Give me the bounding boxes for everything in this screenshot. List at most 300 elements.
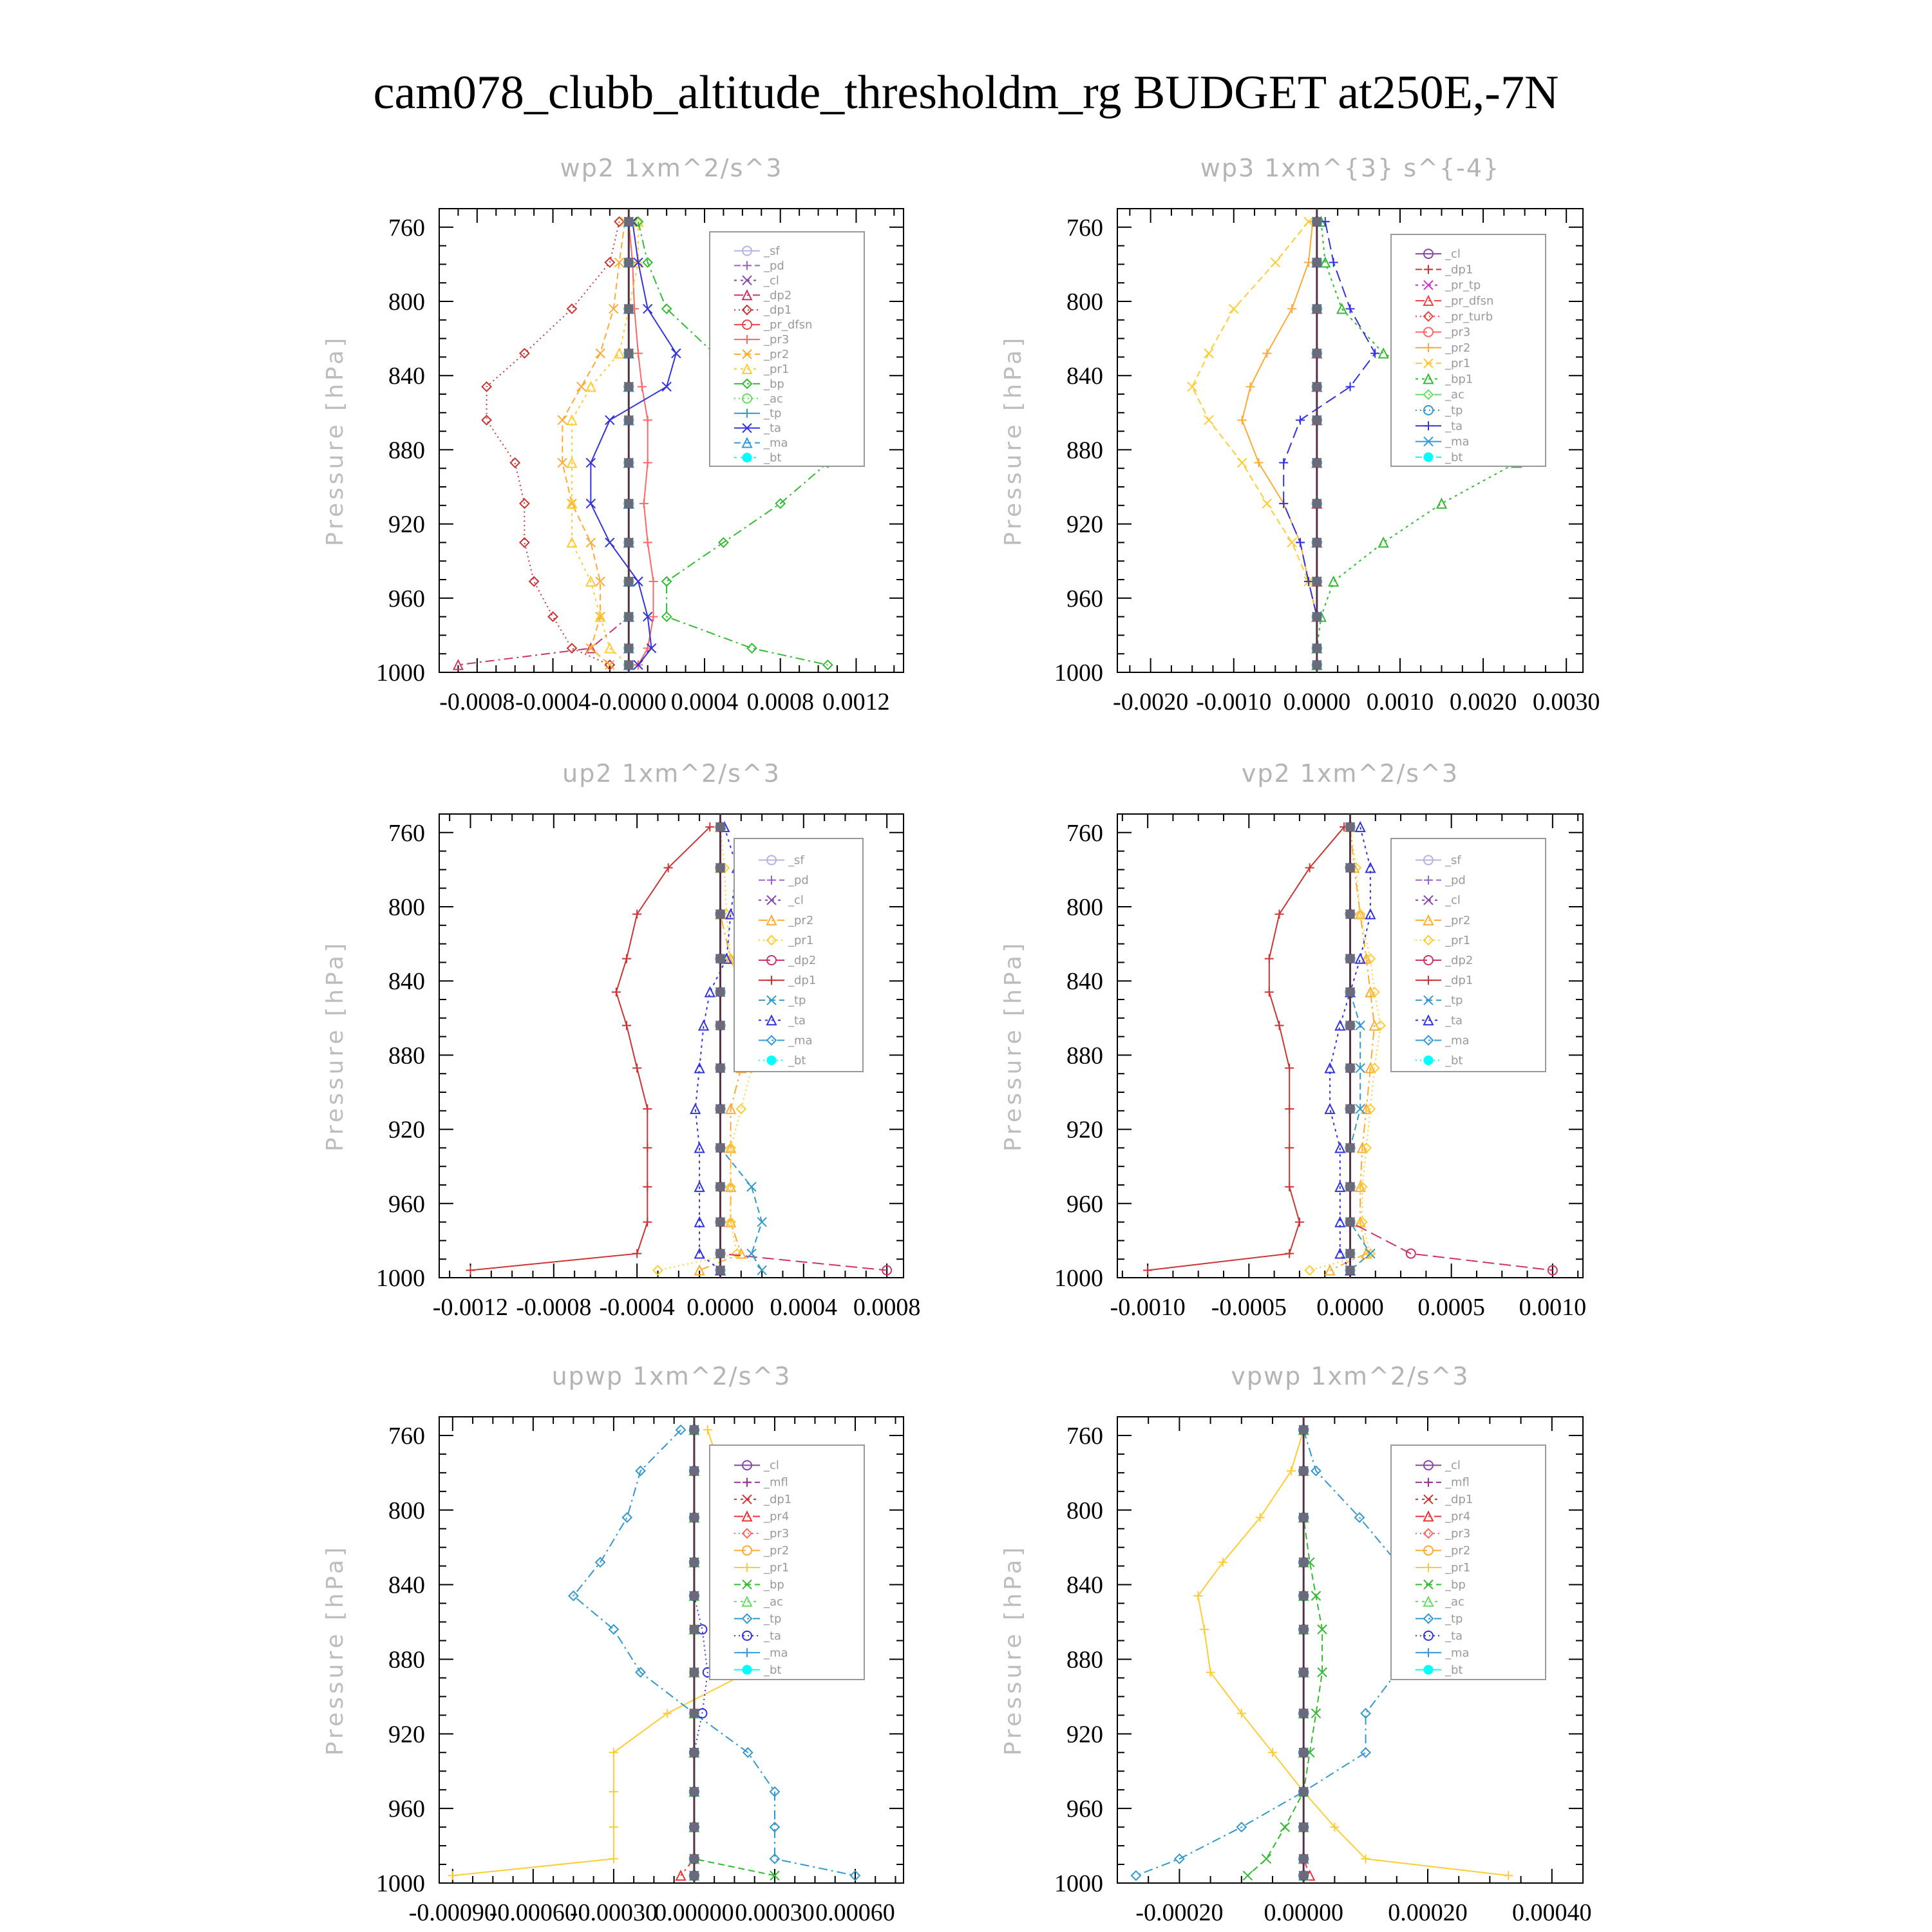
data-point — [662, 382, 671, 391]
y-tick-label: 1000 — [376, 1265, 425, 1292]
data-point — [482, 415, 491, 424]
y-tick-label: 960 — [1066, 1795, 1103, 1823]
data-point — [558, 415, 567, 424]
zero-marker — [1299, 1854, 1308, 1863]
zero-marker — [1346, 1182, 1355, 1191]
zero-marker — [715, 864, 724, 873]
legend-wp2 — [710, 232, 864, 466]
series-dp1-wp2 — [482, 217, 624, 669]
data-point — [1143, 1265, 1152, 1274]
zero-marker — [1312, 415, 1321, 424]
zero-marker — [1346, 1064, 1355, 1073]
data-point — [703, 1425, 712, 1434]
data-point — [586, 382, 595, 391]
legend-wp3 — [1391, 234, 1546, 466]
x-tick-label: -0.0010 — [1110, 1294, 1186, 1321]
data-point — [1329, 577, 1338, 586]
zero-marker — [1299, 1787, 1308, 1796]
zero-marker — [690, 1787, 699, 1796]
x-tick-label: 0.0008 — [853, 1294, 921, 1321]
data-point — [609, 1823, 618, 1832]
x-tick-label: 0.0010 — [1519, 1294, 1587, 1321]
series-ta-upwp — [690, 1425, 712, 1880]
data-point — [605, 538, 614, 547]
x-tick-label: 0.00040 — [1512, 1899, 1592, 1926]
data-point — [1379, 349, 1388, 358]
legend-entry: _pr2 — [1445, 1544, 1471, 1558]
y-tick-label: 1000 — [376, 659, 425, 687]
data-point — [643, 538, 652, 547]
series-dp1-vp2 — [1143, 822, 1349, 1274]
y-axis-label-up2: Pressure [hPa] — [322, 940, 348, 1152]
zero-marker — [1346, 987, 1355, 996]
zero-marker — [1312, 217, 1321, 226]
zero-marker — [715, 954, 724, 963]
legend-entry: _dp2 — [788, 954, 817, 967]
x-tick-label: 0.0004 — [770, 1294, 838, 1321]
legend-entry: _cl — [1445, 247, 1461, 261]
data-point — [1379, 538, 1388, 547]
zero-marker — [1299, 1466, 1308, 1475]
data-point — [1204, 349, 1213, 358]
zero-marker — [1346, 822, 1355, 831]
legend-entry: _pr1 — [764, 362, 790, 376]
data-point — [663, 1709, 672, 1718]
legend-entry: _tp — [1445, 1612, 1463, 1626]
y-tick-label: 1000 — [1054, 1265, 1103, 1292]
legend-entry: _ma — [788, 1034, 813, 1048]
legend-entry: _bp — [1445, 1578, 1466, 1592]
zero-marker — [1312, 459, 1321, 468]
zero-marker — [715, 1143, 724, 1152]
y-tick-label: 1000 — [376, 1870, 425, 1897]
zero-marker — [1312, 577, 1321, 586]
x-tick-label: 0.00020 — [1388, 1899, 1468, 1926]
data-point — [529, 577, 538, 586]
data-point — [649, 577, 658, 586]
data-point — [1336, 1021, 1345, 1030]
y-tick-label: 960 — [1066, 1190, 1103, 1218]
data-point — [612, 987, 621, 996]
zero-marker — [1346, 910, 1355, 919]
figure-title: cam078_clubb_altitude_thresholdm_rg BUDGET at250E,-7N — [373, 66, 1559, 119]
data-point — [1265, 987, 1274, 996]
data-point — [1285, 1143, 1294, 1152]
legend-vp2 — [1391, 838, 1546, 1072]
y-tick-label: 920 — [1066, 1116, 1103, 1144]
data-point — [1437, 499, 1446, 508]
y-tick-label: 800 — [1066, 1497, 1103, 1524]
legend-entry: _bp1 — [1445, 372, 1473, 386]
zero-marker — [690, 1854, 699, 1863]
legend-entry: _pr1 — [788, 933, 814, 947]
legend-entry: _pr2 — [1445, 341, 1471, 355]
data-point — [609, 1748, 618, 1757]
zero-marker — [624, 305, 633, 314]
data-point — [1271, 258, 1280, 267]
data-point — [643, 1104, 652, 1113]
legend-entry: _pr_turb — [1445, 310, 1493, 324]
zero-marker — [690, 1668, 699, 1677]
x-tick-label: -0.0012 — [432, 1294, 509, 1321]
legend-entry: _pr_tp — [1445, 278, 1481, 292]
zero-marker — [1312, 660, 1321, 669]
legend-entry: _ma — [764, 1646, 788, 1660]
legend-entry: _mfl — [764, 1475, 788, 1490]
legend-entry: _pd — [788, 873, 809, 887]
zero-marker — [1346, 1265, 1355, 1274]
data-point — [1274, 910, 1283, 919]
x-tick-label: -0.0005 — [1211, 1294, 1287, 1321]
y-tick-label: 840 — [1066, 968, 1103, 996]
zero-marker — [715, 1021, 724, 1030]
data-point — [1274, 1021, 1283, 1030]
x-tick-label: -0.0004 — [515, 688, 591, 715]
x-tick-label: -0.0000 — [591, 688, 667, 715]
legend-entry: _pr4 — [1445, 1510, 1471, 1524]
x-tick-label: 0.0000 — [1283, 688, 1351, 715]
data-point — [643, 415, 652, 424]
legend-entry: _pr3 — [1445, 1527, 1471, 1541]
x-tick-label: 0.0008 — [746, 688, 814, 715]
zero-marker — [715, 822, 724, 831]
series-line — [629, 222, 653, 665]
legend-entry: _ta — [764, 1629, 782, 1643]
data-point — [632, 1249, 641, 1258]
data-point — [1238, 459, 1247, 468]
legend-entry: _tp — [1445, 404, 1463, 417]
legend-entry: _cl — [788, 893, 804, 907]
data-point — [1204, 415, 1213, 424]
panel-wp3 — [1000, 154, 1600, 715]
panel-wp2 — [322, 154, 904, 715]
y-tick-label: 760 — [1066, 214, 1103, 242]
zero-marker — [1346, 1143, 1355, 1152]
data-point — [1295, 1218, 1304, 1227]
legend-marker — [743, 453, 752, 462]
x-tick-label: 0.00060 — [815, 1899, 895, 1926]
data-point — [1285, 1104, 1294, 1113]
legend-entry: _ac — [764, 392, 783, 406]
legend-entry: _ta — [1445, 1014, 1463, 1028]
y-tick-label: 880 — [1066, 437, 1103, 464]
y-tick-label: 880 — [388, 1646, 425, 1674]
data-point — [1229, 305, 1238, 314]
y-tick-label: 920 — [388, 1116, 425, 1144]
data-point — [1287, 305, 1296, 314]
data-point — [643, 1218, 652, 1227]
legend-entry: _ta — [788, 1014, 806, 1028]
legend-entry: _sf — [1445, 853, 1461, 867]
x-tick-label: -0.00020 — [1135, 1899, 1224, 1926]
series-line — [681, 1430, 694, 1875]
data-point — [672, 349, 681, 358]
legend-entry: _pd — [1445, 873, 1466, 887]
data-point — [466, 1265, 475, 1274]
legend-marker — [743, 1665, 752, 1674]
zero-marker — [1299, 1558, 1308, 1567]
series-pr4-upwp — [676, 1425, 699, 1880]
legend-entry: _ta — [1445, 419, 1463, 433]
legend-entry: _bt — [1445, 1663, 1463, 1677]
zero-marker — [1312, 538, 1321, 547]
x-tick-label: -0.00090 — [408, 1899, 497, 1926]
zero-marker — [624, 349, 633, 358]
x-tick-label: 0.00000 — [1264, 1899, 1343, 1926]
legend-entry: _pr1 — [764, 1561, 790, 1575]
y-tick-label: 760 — [388, 1422, 425, 1450]
data-point — [1329, 258, 1338, 267]
series-pr4-vpwp — [1299, 1425, 1314, 1880]
data-point — [1287, 538, 1296, 547]
legend-entry: _dp1 — [788, 974, 817, 988]
series-dp1-up2 — [466, 822, 714, 1274]
data-point — [1188, 382, 1197, 391]
zero-marker — [624, 415, 633, 424]
legend-entry: _pr_dfsn — [764, 318, 813, 332]
series-line — [471, 827, 710, 1270]
data-point — [643, 1143, 652, 1152]
data-point — [605, 415, 614, 424]
legend-entry: _dp1 — [764, 303, 792, 317]
zero-marker — [1346, 1104, 1355, 1113]
y-tick-label: 920 — [388, 1721, 425, 1748]
zero-marker — [715, 1249, 724, 1258]
legend-entry: _pr4 — [764, 1510, 790, 1524]
data-point — [1356, 822, 1365, 831]
y-tick-label: 800 — [388, 1497, 425, 1524]
data-point — [634, 577, 643, 586]
panel-title-wp3: wp3 1xm^{3} s^{-4} — [1200, 154, 1501, 182]
data-point — [577, 382, 586, 391]
legend-entry: _dp1 — [1445, 1493, 1473, 1507]
data-point — [676, 1871, 685, 1880]
zero-marker — [1346, 1021, 1355, 1030]
legend-entry: _dp2 — [764, 289, 792, 303]
legend-entry: _ac — [764, 1595, 783, 1609]
y-axis-label-wp3: Pressure [hPa] — [1000, 334, 1027, 547]
series-line — [1192, 222, 1317, 665]
zero-marker — [1346, 1249, 1355, 1258]
legend-entry: _bt — [1445, 1054, 1463, 1068]
series-line — [1330, 827, 1374, 1270]
y-tick-label: 800 — [388, 289, 425, 316]
x-tick-label: -0.0008 — [439, 688, 515, 715]
panel-title-vp2: vp2 1xm^2/s^3 — [1241, 759, 1459, 788]
y-tick-label: 760 — [1066, 1422, 1103, 1450]
series-line — [1247, 1430, 1322, 1875]
data-point — [586, 538, 595, 547]
zero-marker — [690, 1558, 699, 1567]
data-point — [1200, 1625, 1209, 1634]
zero-marker — [715, 1104, 724, 1113]
legend-entry: _pr2 — [788, 913, 814, 927]
y-tick-label: 920 — [388, 511, 425, 538]
legend-entry: _pr1 — [1445, 357, 1471, 371]
series-line — [1148, 827, 1344, 1270]
panel-upwp — [322, 1362, 904, 1926]
x-tick-label: -0.0020 — [1113, 688, 1189, 715]
data-point — [643, 459, 652, 468]
zero-marker — [715, 910, 724, 919]
x-tick-label: 0.0004 — [670, 688, 739, 715]
data-point — [1287, 1466, 1296, 1475]
zero-marker — [624, 538, 633, 547]
zero-marker — [1312, 349, 1321, 358]
y-tick-label: 800 — [1066, 289, 1103, 316]
series-pr1-wp3 — [1188, 217, 1321, 669]
y-tick-label: 840 — [388, 968, 425, 996]
y-tick-label: 960 — [1066, 585, 1103, 612]
y-tick-label: 760 — [388, 819, 425, 847]
zero-marker — [690, 1513, 699, 1522]
data-point — [1238, 415, 1247, 424]
legend-entry: _pr1 — [1445, 933, 1471, 947]
zero-marker — [624, 459, 633, 468]
zero-marker — [624, 258, 633, 267]
zero-marker — [1312, 258, 1321, 267]
data-point — [622, 954, 631, 963]
zero-marker — [1299, 1513, 1308, 1522]
zero-marker — [1312, 644, 1321, 653]
series-dp2-wp2 — [453, 217, 633, 669]
x-tick-label: 0.0005 — [1417, 1294, 1485, 1321]
legend-entry: _ac — [1445, 1595, 1464, 1609]
data-point — [609, 1854, 618, 1863]
legend-entry: _ta — [1445, 1629, 1463, 1643]
data-point — [737, 1104, 746, 1113]
zero-marker — [690, 1748, 699, 1757]
x-tick-label: -0.00030 — [569, 1899, 658, 1926]
x-tick-label: -0.00060 — [489, 1899, 577, 1926]
legend-entry: _mfl — [1445, 1475, 1470, 1490]
y-axis-label-upwp: Pressure [hPa] — [322, 1544, 348, 1756]
data-point — [1325, 1064, 1334, 1073]
series-pr1-vp2 — [1305, 822, 1385, 1274]
zero-marker — [1312, 305, 1321, 314]
legend-entry: _bt — [764, 1663, 782, 1677]
data-point — [639, 499, 649, 508]
data-point — [638, 382, 647, 391]
legend-entry: _dp1 — [764, 1493, 792, 1507]
zero-marker — [715, 1218, 724, 1227]
zero-marker — [715, 1182, 724, 1191]
data-point — [1285, 1064, 1294, 1073]
data-point — [1285, 1182, 1294, 1191]
data-point — [757, 1218, 766, 1227]
zero-marker — [1312, 382, 1321, 391]
data-point — [1246, 382, 1255, 391]
legend-entry: _pr_dfsn — [1445, 294, 1494, 308]
panel-title-wp2: wp2 1xm^2/s^3 — [560, 154, 783, 182]
x-tick-label: -0.0004 — [599, 1294, 675, 1321]
zero-marker — [1346, 864, 1355, 873]
zero-marker — [624, 382, 633, 391]
data-point — [634, 349, 643, 358]
series-line — [694, 1430, 708, 1875]
legend-entry: _bt — [1445, 450, 1463, 464]
data-point — [747, 1182, 756, 1191]
legend-entry: _bt — [764, 451, 782, 465]
legend-entry: _dp1 — [1445, 974, 1473, 988]
legend-entry: _cl — [1445, 893, 1461, 907]
zero-marker — [624, 644, 633, 653]
zero-marker — [624, 660, 633, 669]
zero-marker — [624, 577, 633, 586]
data-point — [1285, 1249, 1294, 1258]
data-point — [448, 1871, 457, 1880]
legend-entry: _tp — [788, 994, 806, 1008]
data-point — [632, 1064, 641, 1073]
zero-marker — [624, 217, 633, 226]
y-tick-label: 880 — [1066, 1646, 1103, 1674]
data-point — [1356, 1021, 1365, 1030]
y-tick-label: 880 — [388, 1042, 425, 1070]
data-point — [1504, 1871, 1513, 1880]
zero-marker — [1312, 612, 1321, 621]
y-tick-label: 840 — [388, 1571, 425, 1599]
legend-upwp — [710, 1445, 864, 1680]
data-point — [609, 1787, 618, 1796]
data-point — [1296, 415, 1305, 424]
x-tick-label: 0.00000 — [654, 1899, 734, 1926]
data-point — [567, 538, 576, 547]
data-point — [643, 1182, 652, 1191]
y-tick-label: 800 — [1066, 894, 1103, 921]
data-point — [691, 1104, 700, 1113]
data-point — [1361, 1748, 1370, 1757]
zero-marker — [1299, 1591, 1308, 1600]
legend-entry: _pr1 — [1445, 1561, 1471, 1575]
zero-marker — [690, 1466, 699, 1475]
legend-entry: _pd — [764, 259, 784, 273]
x-tick-label: 0.0000 — [1316, 1294, 1384, 1321]
data-point — [1325, 1265, 1334, 1274]
zero-marker — [1346, 1218, 1355, 1227]
y-axis-label-vpwp: Pressure [hPa] — [1000, 1544, 1027, 1756]
zero-marker — [1299, 1709, 1308, 1718]
x-tick-label: 0.00030 — [735, 1899, 815, 1926]
zero-marker — [690, 1591, 699, 1600]
data-point — [511, 459, 520, 468]
data-point — [1262, 349, 1271, 358]
y-tick-label: 1000 — [1054, 659, 1103, 687]
panel-title-upwp: upwp 1xm^2/s^3 — [551, 1362, 791, 1390]
data-point — [632, 910, 641, 919]
data-point — [1132, 1871, 1141, 1880]
panel-title-vpwp: vpwp 1xm^2/s^3 — [1231, 1362, 1470, 1390]
data-point — [1280, 1823, 1289, 1832]
zero-marker — [690, 1823, 699, 1832]
zero-marker — [715, 987, 724, 996]
y-tick-label: 760 — [388, 214, 425, 242]
legend-entry: _ta — [764, 421, 782, 435]
data-point — [567, 644, 576, 653]
zero-marker — [715, 1064, 724, 1073]
x-tick-label: 0.0030 — [1532, 688, 1600, 715]
zero-marker — [1299, 1425, 1308, 1434]
legend-entry: _tp — [764, 406, 782, 421]
series-line — [1242, 222, 1317, 665]
y-tick-label: 960 — [388, 585, 425, 612]
zero-marker — [1299, 1625, 1308, 1634]
y-tick-label: 840 — [388, 363, 425, 390]
x-tick-label: 0.0010 — [1366, 688, 1434, 715]
legend-entry: _bt — [788, 1054, 806, 1068]
y-tick-label: 840 — [1066, 363, 1103, 390]
data-point — [1336, 1249, 1345, 1258]
series-bp-vpwp — [1243, 1425, 1327, 1880]
